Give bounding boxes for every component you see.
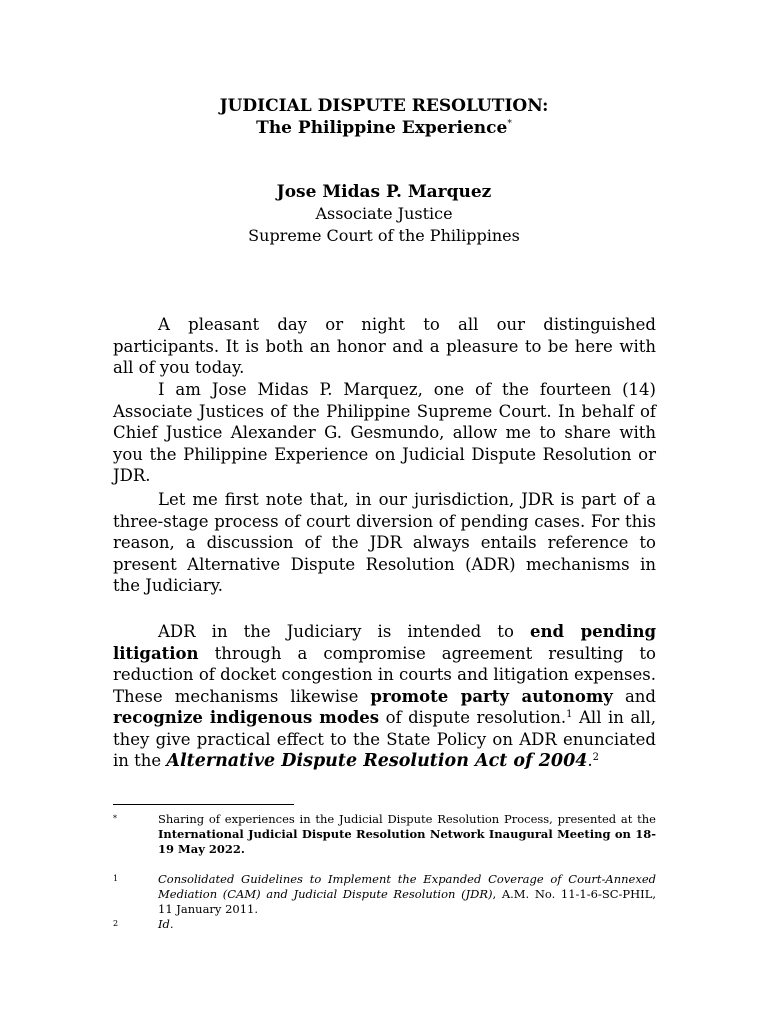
footnote-star-mark: * — [113, 814, 117, 823]
p4-segment-5: All in all, they give practical effect to the State Policy on ADR enunciated in the — [113, 708, 657, 770]
footnote-1-italic: Consolidated Guidelines to Implement the Expanded Coverage of Court-Annexed Mediation (CAM) and Judicial Dispute Resolution (JDR) — [158, 872, 656, 901]
footnote-2 — [113, 917, 656, 932]
author-block — [0, 181, 768, 247]
author-name: Jose Midas P. Marquez — [276, 182, 492, 202]
p4-bold-end-pending-litigation: end pending litigation — [113, 622, 656, 663]
paragraph-1-text: A pleasant day or night to all our distinguished participants. It is both an honor and a pleasure to be here with all of you today. — [113, 315, 656, 377]
p4-segment-4: of dispute resolution. — [379, 708, 567, 727]
paragraph-3-text: Let me first note that, in our jurisdiction, JDR is part of a three-stage process of court diversion of pending cases. For this reason, a discussion of the JDR always entails reference to present Alternative Dispute Resolution (ADR) mechanisms in the Judiciary. — [113, 490, 656, 595]
footnote-2-mark: 2 — [113, 919, 119, 928]
paragraph-2 — [113, 379, 656, 487]
footnote-star — [113, 812, 656, 857]
footnote-1-mark: 1 — [113, 874, 119, 883]
footnote-ref-2: 2 — [592, 752, 600, 763]
footnote-2-text — [158, 917, 656, 932]
p4-segment-2: through a compromise agreement resulting to reduction of docket congestion in courts and litigation expenses. These mechanisms likewise — [113, 643, 656, 706]
author-institution: Supreme Court of the Philippines — [248, 226, 520, 245]
title-subtitle: The Philippine Experience — [256, 118, 508, 138]
title-footnote-marker: * — [507, 119, 512, 129]
author-position: Associate Justice — [315, 204, 453, 223]
footnote-divider — [113, 804, 294, 805]
paragraph-1 — [113, 314, 656, 379]
footnote-1 — [113, 872, 656, 917]
footnote-1-plain: , A.M. No. 11-1-6-SC-PHIL, 11 January 2011. — [158, 887, 656, 916]
footnote-star-bold: International Judicial Dispute Resolution Network Inaugural Meeting on 18-19 May 2022. — [158, 827, 656, 856]
p4-bold-recognize-indigenous-modes: recognize indigenous modes — [113, 708, 380, 727]
p4-act-title: Alternative Dispute Resolution Act of 2004 — [166, 751, 588, 771]
paragraph-4 — [113, 621, 656, 773]
footnote-star-text — [158, 812, 656, 857]
footnote-ref-1: 1 — [566, 709, 573, 720]
p4-segment-3: and — [612, 686, 656, 706]
paragraph-2-text: I am Jose Midas P. Marquez, one of the fourteen (14) Associate Justices of the Philippine Supreme Court. In behalf of Chief Justice Alexander G. Gesmundo, allow me to share with you the Philippine Experience on Judicial Dispute Resolution or JDR. — [113, 380, 656, 485]
p4-segment-6: . — [587, 751, 593, 770]
document-title — [0, 95, 768, 139]
footnote-star-plain: Sharing of experiences in the Judicial Dispute Resolution Process, presented at the — [158, 812, 656, 826]
paragraph-3 — [113, 489, 656, 597]
footnote-2-italic: Id. — [158, 917, 174, 931]
title-line-1: JUDICIAL DISPUTE RESOLUTION: — [219, 96, 549, 116]
p4-segment-1: ADR in the Judiciary is intended to — [158, 622, 530, 641]
paragraph-4-text — [113, 621, 656, 773]
p4-bold-promote-party-autonomy: promote party autonomy — [370, 686, 613, 706]
footnote-1-text — [158, 872, 656, 917]
title-line-2 — [0, 117, 768, 139]
